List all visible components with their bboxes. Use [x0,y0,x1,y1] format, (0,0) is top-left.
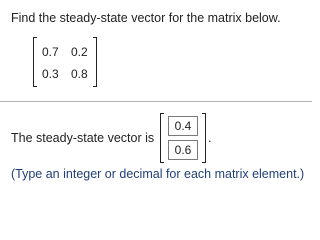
given-matrix [33,37,97,87]
matrix-bracket-left [33,37,37,87]
answer-vector [160,113,206,163]
matrix-bracket-right [93,37,97,87]
answer-label: The steady-state vector is [11,131,155,145]
question-text: Find the steady-state vector for the matrix below. [11,11,281,25]
section-divider [0,101,312,102]
matrix-cell-r1c1: 0.7 [42,45,59,59]
vector-bracket-right [202,113,206,163]
hint-text: (Type an integer or decimal for each matrix element.) [11,167,305,181]
answer-period: . [208,131,212,145]
vector-bracket-left [160,113,164,163]
matrix-cell-r2c2: 0.8 [71,67,88,81]
answer-input-2[interactable] [168,140,198,160]
matrix-cell-r1c2: 0.2 [71,45,88,59]
matrix-cell-r2c1: 0.3 [42,67,59,81]
answer-input-1[interactable] [168,116,198,136]
